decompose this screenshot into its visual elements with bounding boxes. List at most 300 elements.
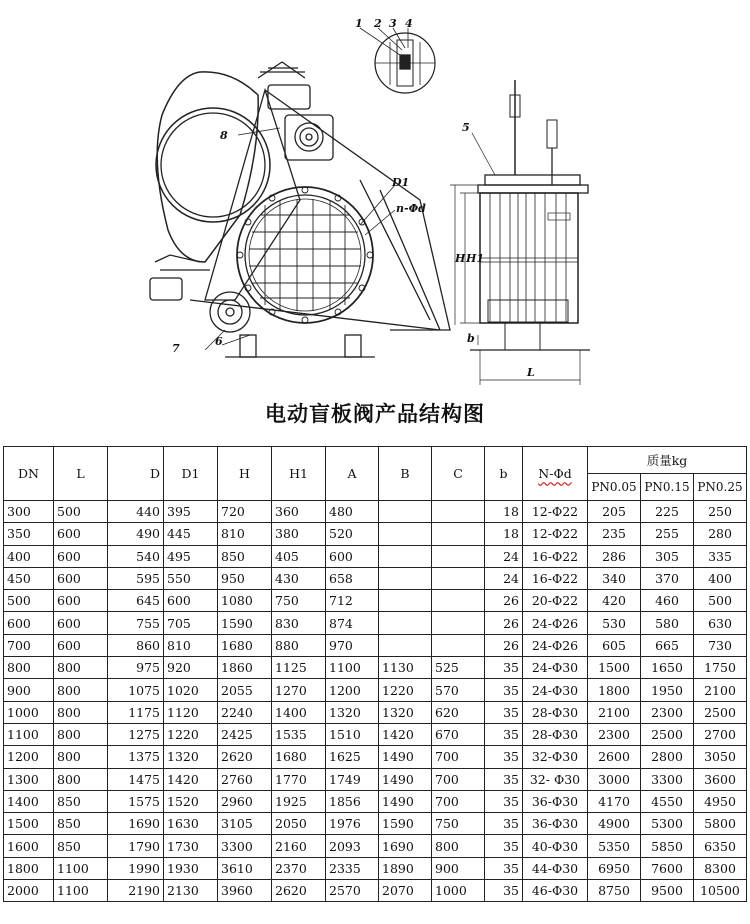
cell-pn005: 205 (588, 501, 641, 523)
cell-d: 645 (108, 590, 164, 612)
cell-pn015: 1650 (641, 657, 694, 679)
cell-h1: 380 (272, 523, 326, 545)
cell-h1: 2160 (272, 835, 326, 857)
cell-pn025: 280 (694, 523, 747, 545)
cell-b-upper (379, 590, 432, 612)
cell-pn015: 255 (641, 523, 694, 545)
cell-a: 712 (326, 590, 379, 612)
cell-h1: 2370 (272, 857, 326, 879)
cell-pn005: 4170 (588, 790, 641, 812)
cell-a: 1320 (326, 701, 379, 723)
cell-h: 1590 (218, 612, 272, 634)
cell-pn015: 665 (641, 634, 694, 656)
cell-c: 670 (432, 723, 485, 745)
header-d1: D1 (164, 447, 218, 501)
cell-n-d: 24-Φ26 (523, 634, 588, 656)
cell-d: 1790 (108, 835, 164, 857)
cell-h1: 1125 (272, 657, 326, 679)
cell-d: 1075 (108, 679, 164, 701)
cell-dn: 400 (4, 545, 54, 567)
cell-c: 900 (432, 857, 485, 879)
cell-c (432, 523, 485, 545)
cell-h1: 2620 (272, 880, 326, 902)
cell-n-d: 20-Φ22 (523, 590, 588, 612)
cell-b-upper: 1690 (379, 835, 432, 857)
cell-d1: 395 (164, 501, 218, 523)
cell-d: 1275 (108, 723, 164, 745)
cell-l: 600 (54, 545, 108, 567)
cell-d: 1175 (108, 701, 164, 723)
cell-d: 755 (108, 612, 164, 634)
cell-n-d: 28-Φ30 (523, 723, 588, 745)
cell-h1: 830 (272, 612, 326, 634)
cell-h1: 1400 (272, 701, 326, 723)
cell-b-upper (379, 523, 432, 545)
cell-a: 1749 (326, 768, 379, 790)
cell-pn015: 4550 (641, 790, 694, 812)
cell-c: 570 (432, 679, 485, 701)
cell-dn: 700 (4, 634, 54, 656)
cell-h1: 1770 (272, 768, 326, 790)
cell-d1: 600 (164, 590, 218, 612)
cell-d1: 1930 (164, 857, 218, 879)
cell-b-lower: 24 (485, 545, 523, 567)
cell-pn015: 2500 (641, 723, 694, 745)
cell-pn015: 9500 (641, 880, 694, 902)
cell-b-lower: 35 (485, 857, 523, 879)
cell-pn005: 1500 (588, 657, 641, 679)
cell-pn025: 3600 (694, 768, 747, 790)
cell-a: 970 (326, 634, 379, 656)
cell-a: 874 (326, 612, 379, 634)
header-b-upper: B (379, 447, 432, 501)
cell-b-upper (379, 545, 432, 567)
table-row (4, 746, 747, 768)
cell-b-lower: 35 (485, 790, 523, 812)
cell-dn: 1300 (4, 768, 54, 790)
cell-l: 500 (54, 501, 108, 523)
cell-a: 1510 (326, 723, 379, 745)
cell-l: 850 (54, 790, 108, 812)
cell-d1: 1630 (164, 813, 218, 835)
cell-pn025: 1750 (694, 657, 747, 679)
cell-pn005: 6950 (588, 857, 641, 879)
table-header-row (4, 447, 747, 474)
cell-a: 2570 (326, 880, 379, 902)
cell-pn025: 8300 (694, 857, 747, 879)
cell-d: 1990 (108, 857, 164, 879)
cell-l: 800 (54, 657, 108, 679)
cell-pn015: 460 (641, 590, 694, 612)
cell-d1: 1730 (164, 835, 218, 857)
table-row (4, 835, 747, 857)
cell-dn: 300 (4, 501, 54, 523)
header-n-d-text: N-Φd (538, 466, 572, 481)
cell-b-upper (379, 501, 432, 523)
cell-dn: 1100 (4, 723, 54, 745)
cell-pn005: 4900 (588, 813, 641, 835)
header-a: A (326, 447, 379, 501)
cell-pn025: 630 (694, 612, 747, 634)
cell-b-lower: 26 (485, 634, 523, 656)
cell-c: 525 (432, 657, 485, 679)
header-dn: DN (4, 447, 54, 501)
cell-pn015: 305 (641, 545, 694, 567)
cell-d: 975 (108, 657, 164, 679)
header-h: H (218, 447, 272, 501)
cell-d1: 705 (164, 612, 218, 634)
dim-b-label: b (467, 332, 475, 345)
cell-n-d: 24-Φ30 (523, 679, 588, 701)
cell-h: 850 (218, 545, 272, 567)
cell-h1: 430 (272, 567, 326, 589)
header-pn025: PN0.25 (694, 474, 747, 501)
part-2-label: 2 (374, 17, 382, 30)
cell-dn: 2000 (4, 880, 54, 902)
cell-pn025: 5800 (694, 813, 747, 835)
header-pn015: PN0.15 (641, 474, 694, 501)
table-row (4, 701, 747, 723)
cell-h1: 1925 (272, 790, 326, 812)
cell-l: 850 (54, 813, 108, 835)
cell-h: 720 (218, 501, 272, 523)
dim-D1-label: D1 (392, 176, 410, 189)
cell-dn: 1400 (4, 790, 54, 812)
cell-pn025: 6350 (694, 835, 747, 857)
cell-dn: 350 (4, 523, 54, 545)
cell-n-d: 36-Φ30 (523, 813, 588, 835)
cell-pn015: 225 (641, 501, 694, 523)
cell-pn005: 286 (588, 545, 641, 567)
cell-pn025: 10500 (694, 880, 747, 902)
header-pn005: PN0.05 (588, 474, 641, 501)
cell-b-lower: 35 (485, 657, 523, 679)
cell-h: 2760 (218, 768, 272, 790)
cell-d1: 495 (164, 545, 218, 567)
cell-d1: 550 (164, 567, 218, 589)
cell-a: 1856 (326, 790, 379, 812)
cell-d: 1475 (108, 768, 164, 790)
cell-pn005: 2300 (588, 723, 641, 745)
part-6-label: 6 (215, 335, 223, 348)
cell-dn: 1800 (4, 857, 54, 879)
cell-pn025: 2700 (694, 723, 747, 745)
cell-c (432, 567, 485, 589)
cell-n-d: 40-Φ30 (523, 835, 588, 857)
part-3-label: 3 (389, 17, 397, 30)
cell-pn005: 2600 (588, 746, 641, 768)
dim-H1-label: H1 (466, 252, 485, 265)
cell-a: 2093 (326, 835, 379, 857)
header-mass: 质量kg (588, 447, 747, 474)
cell-c (432, 501, 485, 523)
cell-d: 440 (108, 501, 164, 523)
cell-a: 480 (326, 501, 379, 523)
cell-d1: 1020 (164, 679, 218, 701)
cell-h1: 1535 (272, 723, 326, 745)
table-row (4, 523, 747, 545)
cell-d: 860 (108, 634, 164, 656)
cell-h: 1680 (218, 634, 272, 656)
cell-pn005: 605 (588, 634, 641, 656)
cell-n-d: 16-Φ22 (523, 545, 588, 567)
cell-c: 700 (432, 768, 485, 790)
table-row (4, 723, 747, 745)
cell-h1: 880 (272, 634, 326, 656)
cell-d: 2190 (108, 880, 164, 902)
cell-c (432, 612, 485, 634)
cell-pn015: 3300 (641, 768, 694, 790)
cell-h: 1860 (218, 657, 272, 679)
header-l: L (54, 447, 108, 501)
cell-dn: 500 (4, 590, 54, 612)
cell-pn005: 530 (588, 612, 641, 634)
cell-pn015: 580 (641, 612, 694, 634)
cell-pn005: 3000 (588, 768, 641, 790)
cell-b-upper: 1490 (379, 790, 432, 812)
cell-b-lower: 35 (485, 880, 523, 902)
cell-d1: 2130 (164, 880, 218, 902)
valve-structure-drawing (0, 0, 750, 395)
cell-c: 700 (432, 746, 485, 768)
cell-c: 750 (432, 813, 485, 835)
cell-dn: 1500 (4, 813, 54, 835)
cell-pn025: 250 (694, 501, 747, 523)
cell-d1: 445 (164, 523, 218, 545)
cell-b-lower: 26 (485, 590, 523, 612)
cell-h: 2240 (218, 701, 272, 723)
cell-n-d: 24-Φ30 (523, 657, 588, 679)
cell-h1: 1680 (272, 746, 326, 768)
cell-b-lower: 35 (485, 835, 523, 857)
cell-a: 600 (326, 545, 379, 567)
cell-b-upper (379, 567, 432, 589)
cell-n-d: 32-Φ30 (523, 746, 588, 768)
cell-n-d: 36-Φ30 (523, 790, 588, 812)
cell-pn025: 3050 (694, 746, 747, 768)
cell-l: 850 (54, 835, 108, 857)
cell-b-upper: 1490 (379, 768, 432, 790)
cell-dn: 1000 (4, 701, 54, 723)
cell-dn: 1200 (4, 746, 54, 768)
cell-h1: 1270 (272, 679, 326, 701)
dim-H-label: H (455, 252, 466, 265)
cell-d1: 1320 (164, 746, 218, 768)
cell-b-lower: 35 (485, 768, 523, 790)
cell-b-upper: 1420 (379, 723, 432, 745)
cell-l: 800 (54, 746, 108, 768)
cell-b-upper (379, 634, 432, 656)
cell-pn025: 2500 (694, 701, 747, 723)
dim-nd-label: n-Φd (396, 202, 426, 215)
cell-a: 1200 (326, 679, 379, 701)
cell-h: 2055 (218, 679, 272, 701)
cell-d1: 1120 (164, 701, 218, 723)
cell-b-lower: 35 (485, 723, 523, 745)
cell-l: 800 (54, 768, 108, 790)
cell-a: 520 (326, 523, 379, 545)
cell-h1: 405 (272, 545, 326, 567)
part-4-label: 4 (405, 17, 413, 30)
cell-h: 950 (218, 567, 272, 589)
cell-pn005: 235 (588, 523, 641, 545)
cell-b-lower: 35 (485, 746, 523, 768)
cell-h: 810 (218, 523, 272, 545)
cell-l: 1100 (54, 880, 108, 902)
table-row (4, 880, 747, 902)
cell-d: 1375 (108, 746, 164, 768)
cell-b-lower: 18 (485, 501, 523, 523)
table-row (4, 657, 747, 679)
cell-h: 3300 (218, 835, 272, 857)
dim-L-label: L (527, 366, 535, 379)
cell-l: 600 (54, 590, 108, 612)
cell-b-lower: 35 (485, 813, 523, 835)
cell-b-upper: 1320 (379, 701, 432, 723)
cell-h: 2620 (218, 746, 272, 768)
cell-pn025: 400 (694, 567, 747, 589)
cell-dn: 800 (4, 657, 54, 679)
table-row (4, 679, 747, 701)
cell-n-d: 16-Φ22 (523, 567, 588, 589)
cell-h: 3960 (218, 880, 272, 902)
cell-pn025: 2100 (694, 679, 747, 701)
table-row (4, 545, 747, 567)
drawing-caption: 电动盲板阀产品结构图 (265, 402, 485, 426)
cell-n-d: 44-Φ30 (523, 857, 588, 879)
cell-d1: 1520 (164, 790, 218, 812)
cell-pn005: 2100 (588, 701, 641, 723)
header-b-lower: b (485, 447, 523, 501)
cell-d1: 810 (164, 634, 218, 656)
cell-d1: 1220 (164, 723, 218, 745)
cell-pn015: 1950 (641, 679, 694, 701)
table-row (4, 567, 747, 589)
part-5-label: 5 (462, 121, 470, 134)
spec-table (3, 446, 747, 902)
cell-n-d: 28-Φ30 (523, 701, 588, 723)
cell-n-d: 12-Φ22 (523, 501, 588, 523)
cell-h: 3610 (218, 857, 272, 879)
cell-n-d: 12-Φ22 (523, 523, 588, 545)
cell-l: 600 (54, 634, 108, 656)
cell-pn015: 370 (641, 567, 694, 589)
cell-dn: 450 (4, 567, 54, 589)
cell-b-upper: 1130 (379, 657, 432, 679)
cell-dn: 1600 (4, 835, 54, 857)
cell-b-upper: 1490 (379, 746, 432, 768)
header-n-d (523, 447, 588, 501)
cell-pn015: 5850 (641, 835, 694, 857)
cell-pn015: 7600 (641, 857, 694, 879)
header-d: D (108, 447, 164, 501)
cell-pn005: 420 (588, 590, 641, 612)
cell-pn015: 2300 (641, 701, 694, 723)
cell-n-d: 46-Φ30 (523, 880, 588, 902)
cell-pn015: 5300 (641, 813, 694, 835)
cell-d1: 1420 (164, 768, 218, 790)
part-7-label: 7 (172, 342, 180, 355)
cell-c (432, 590, 485, 612)
cell-d: 1690 (108, 813, 164, 835)
cell-pn005: 5350 (588, 835, 641, 857)
cell-h: 2960 (218, 790, 272, 812)
cell-h1: 750 (272, 590, 326, 612)
cell-l: 600 (54, 523, 108, 545)
cell-l: 800 (54, 701, 108, 723)
table-row (4, 790, 747, 812)
table-row (4, 813, 747, 835)
cell-n-d: 32- Φ30 (523, 768, 588, 790)
cell-pn015: 2800 (641, 746, 694, 768)
cell-pn025: 500 (694, 590, 747, 612)
cell-h: 1080 (218, 590, 272, 612)
cell-pn005: 1800 (588, 679, 641, 701)
cell-d: 490 (108, 523, 164, 545)
cell-h1: 360 (272, 501, 326, 523)
cell-b-upper: 1220 (379, 679, 432, 701)
cell-l: 800 (54, 723, 108, 745)
cell-a: 658 (326, 567, 379, 589)
cell-a: 2335 (326, 857, 379, 879)
cell-l: 800 (54, 679, 108, 701)
cell-c (432, 634, 485, 656)
table-row (4, 501, 747, 523)
cell-b-upper: 2070 (379, 880, 432, 902)
cell-l: 600 (54, 567, 108, 589)
cell-h: 2425 (218, 723, 272, 745)
cell-c: 1000 (432, 880, 485, 902)
part-8-label: 8 (220, 129, 228, 142)
cell-pn005: 8750 (588, 880, 641, 902)
cell-d: 595 (108, 567, 164, 589)
table-row (4, 634, 747, 656)
table-row (4, 590, 747, 612)
cell-a: 1100 (326, 657, 379, 679)
cell-pn025: 730 (694, 634, 747, 656)
cell-b-lower: 35 (485, 679, 523, 701)
cell-c (432, 545, 485, 567)
cell-b-lower: 35 (485, 701, 523, 723)
cell-b-upper: 1890 (379, 857, 432, 879)
cell-d: 540 (108, 545, 164, 567)
cell-c: 800 (432, 835, 485, 857)
cell-b-upper (379, 612, 432, 634)
cell-pn005: 340 (588, 567, 641, 589)
cell-dn: 900 (4, 679, 54, 701)
cell-pn025: 4950 (694, 790, 747, 812)
cell-h1: 2050 (272, 813, 326, 835)
table-row (4, 612, 747, 634)
cell-dn: 600 (4, 612, 54, 634)
cell-b-lower: 24 (485, 567, 523, 589)
cell-a: 1976 (326, 813, 379, 835)
table-row (4, 768, 747, 790)
cell-b-lower: 26 (485, 612, 523, 634)
detail-view (360, 28, 435, 93)
cell-l: 1100 (54, 857, 108, 879)
cell-a: 1625 (326, 746, 379, 768)
cell-d: 1575 (108, 790, 164, 812)
header-h1: H1 (272, 447, 326, 501)
cell-pn025: 335 (694, 545, 747, 567)
cell-d1: 920 (164, 657, 218, 679)
cell-b-upper: 1590 (379, 813, 432, 835)
header-c: C (432, 447, 485, 501)
table-row (4, 857, 747, 879)
part-1-label: 1 (355, 17, 363, 30)
table-body (4, 501, 747, 902)
